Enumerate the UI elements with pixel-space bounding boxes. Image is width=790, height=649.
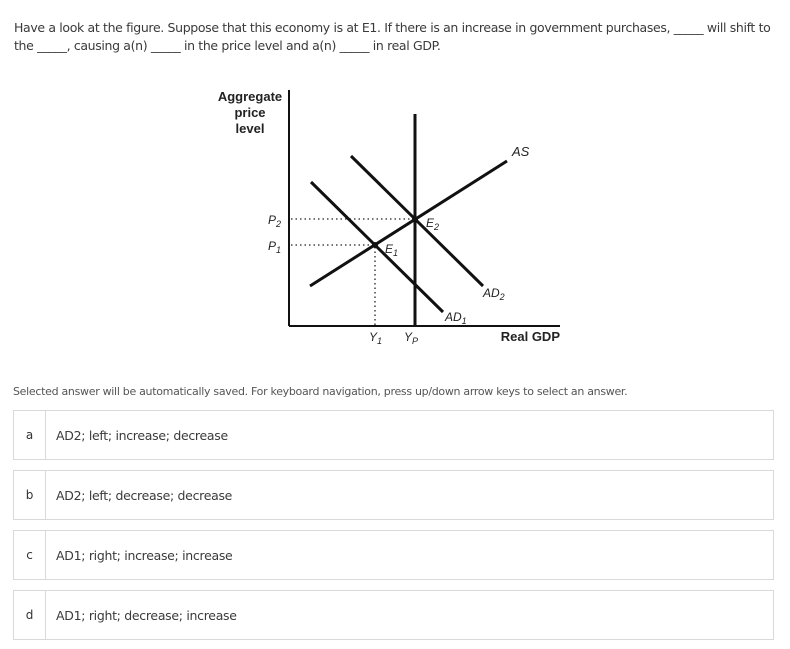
option-letter: c <box>14 531 46 579</box>
option-letter: d <box>14 591 46 639</box>
e1-label: $E_1$ <box>385 242 399 258</box>
answer-option-d[interactable] <box>13 590 774 640</box>
e2-point <box>412 216 418 222</box>
y-axis-label: Aggregate <box>217 89 283 104</box>
e1-point <box>372 242 378 248</box>
y-axis-label: price <box>234 105 266 120</box>
as-label: AS <box>512 144 530 159</box>
option-letter: a <box>14 411 46 459</box>
yp-label: $Y_P$ <box>404 330 419 346</box>
e2-label: $E_2$ <box>426 216 440 232</box>
option-text: AD1; right; decrease; increase <box>56 607 237 623</box>
y1-label: $Y_1$ <box>369 330 383 346</box>
option-text: AD2; left; decrease; decrease <box>56 487 233 503</box>
autosave-hint: Selected answer will be automatically saved. For keyboard navigation, press up/down arrow keys to select an answer. <box>13 385 628 398</box>
y-axis-label: level <box>235 121 265 136</box>
as-curve <box>310 161 507 286</box>
option-text: AD1; right; increase; increase <box>56 547 233 563</box>
p1-label: $P_1$ <box>268 239 282 255</box>
answer-option-c[interactable] <box>13 530 774 580</box>
answer-option-b[interactable] <box>13 470 774 520</box>
question-text: Have a look at the figure. Suppose that this economy is at E1. If there is an increase in government purchases, _____ will shift to the _____, causing a(n) _____ in the price level and a(n) _____ in real GDP. <box>14 20 771 53</box>
ad2-label: $AD_2$ <box>483 286 505 302</box>
option-letter: b <box>14 471 46 519</box>
ad1-label: $AD_1$ <box>445 310 467 326</box>
option-text: AD2; left; increase; decrease <box>56 427 228 443</box>
x-axis-label: Real GDP <box>500 329 560 344</box>
p2-label: $P_2$ <box>268 213 282 229</box>
answer-option-a[interactable] <box>13 410 774 460</box>
